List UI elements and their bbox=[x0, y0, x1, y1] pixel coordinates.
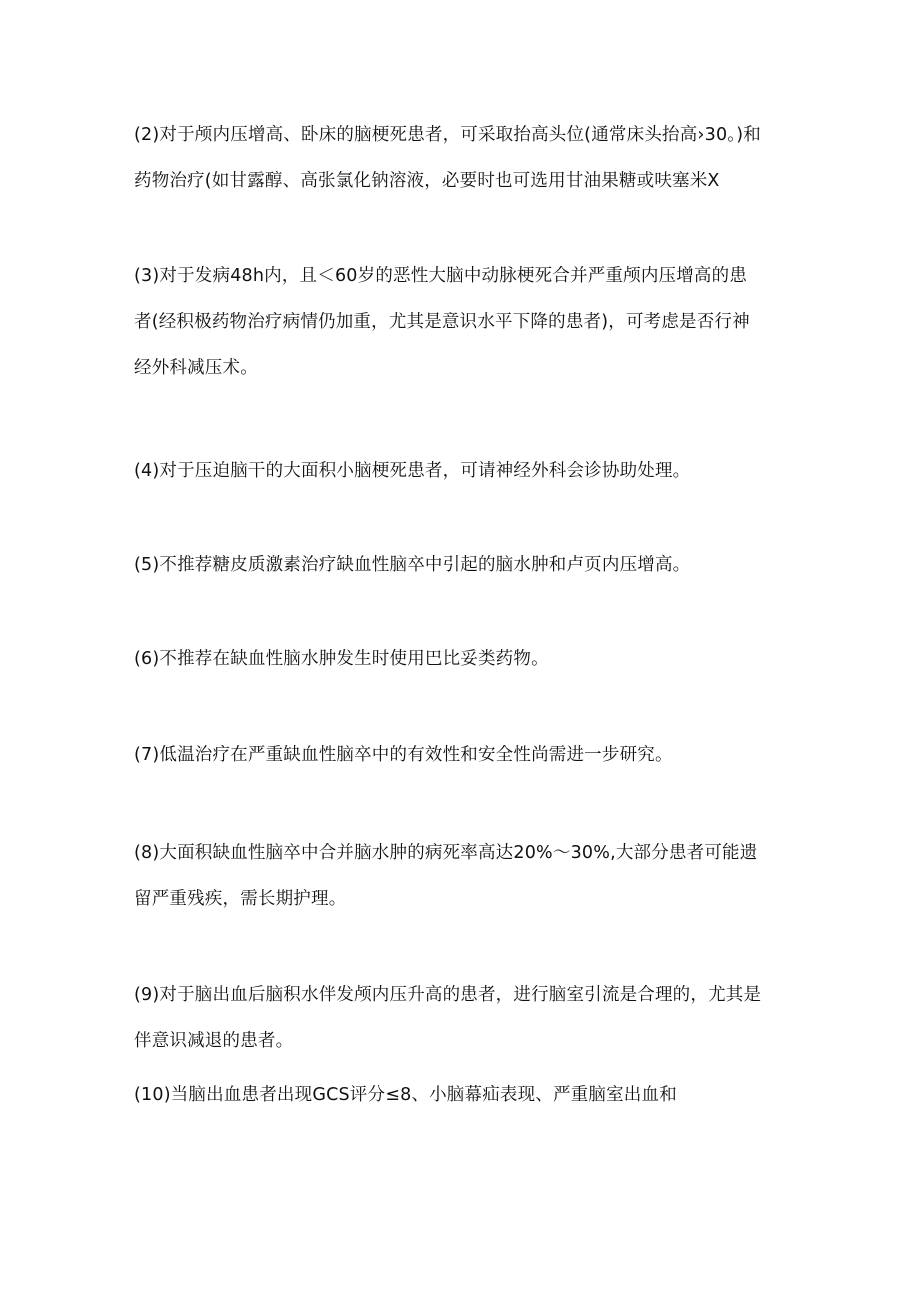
text-line: 经外科减压术。 bbox=[134, 358, 258, 378]
paragraph-3 bbox=[134, 253, 804, 391]
text-line: (9)对于脑出血后脑积水伴发颅内压升高的患者，进行脑室引流是合理的，尤其是 bbox=[134, 985, 762, 1005]
text-line: (3)对于发病48h内，且＜60岁的恶性大脑中动脉梗死合并严重颅内压增高的患 bbox=[134, 266, 748, 286]
paragraph-2 bbox=[134, 112, 804, 204]
text-line: 药物治疗(如甘露醇、高张氯化钠溶液，必要时也可选用甘油果糖或呋塞米X bbox=[134, 171, 720, 191]
text-line: (4)对于压迫脑干的大面积小脑梗死患者，可请神经外科会诊协助处理。 bbox=[134, 461, 691, 481]
paragraph-7 bbox=[134, 732, 804, 778]
text-line: (7)低温治疗在严重缺血性脑卒中的有效性和安全性尚需进一步研究。 bbox=[134, 745, 673, 765]
text-line: (10)当脑出血患者出现GCS评分≤8、小脑幕疝表现、严重脑室出血和 bbox=[134, 1085, 677, 1105]
paragraph-4 bbox=[134, 448, 804, 494]
text-line: 者(经积极药物治疗病情仍加重，尤其是意识水平下降的患者)，可考虑是否行神 bbox=[134, 312, 750, 332]
text-line: 留严重残疾，需长期护理。 bbox=[134, 889, 347, 909]
text-line: (8)大面积缺血性脑卒中合并脑水肿的病死率高达20%～30%,大部分患者可能遗 bbox=[134, 843, 758, 863]
text-line: (2)对于颅内压增高、卧床的脑梗死患者，可采取抬高头位(通常床头抬高›30。)和 bbox=[134, 125, 761, 145]
paragraph-9 bbox=[134, 972, 804, 1064]
paragraph-10 bbox=[134, 1072, 804, 1118]
text-line: 伴意识减退的患者。 bbox=[134, 1031, 294, 1051]
text-line: (6)不推荐在缺血性脑水肿发生时使用巴比妥类药物。 bbox=[134, 649, 549, 669]
text-line: (5)不推荐糖皮质激素治疗缺血性脑卒中引起的脑水肿和卢页内压增高。 bbox=[134, 555, 691, 575]
paragraph-5 bbox=[134, 542, 804, 588]
paragraph-8 bbox=[134, 830, 804, 922]
paragraph-6 bbox=[134, 636, 804, 682]
